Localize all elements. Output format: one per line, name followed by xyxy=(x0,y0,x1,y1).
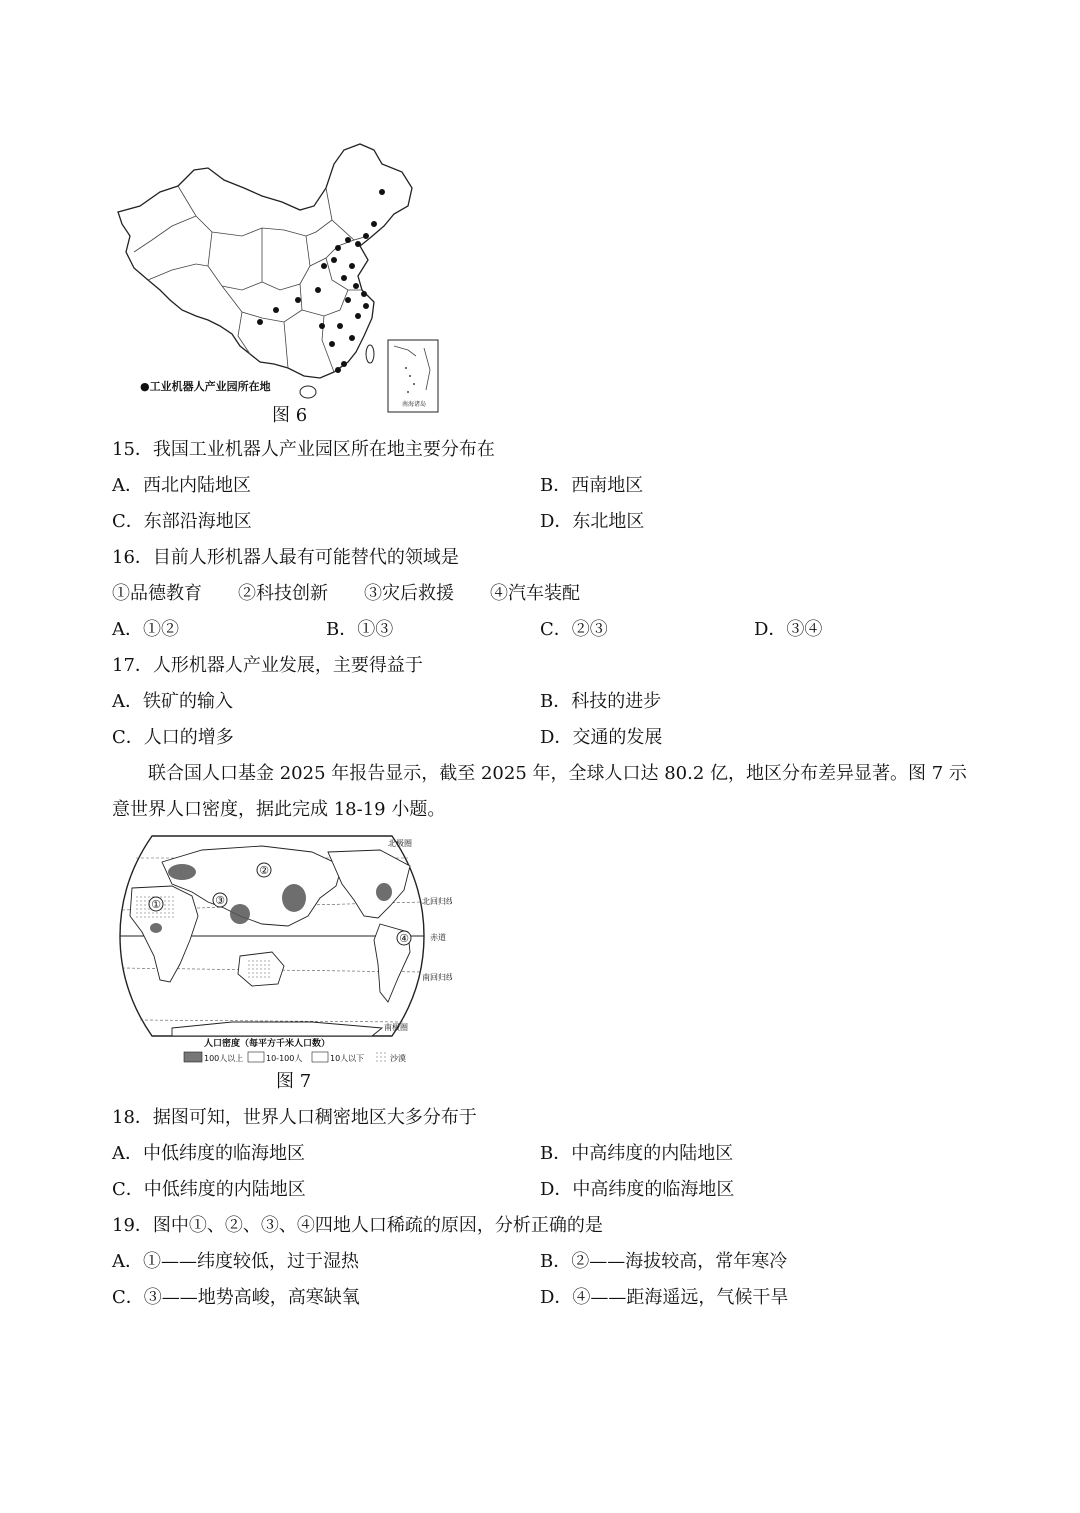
label-tropic-capricorn: 南回归线 xyxy=(422,973,452,982)
legend-swatch-sparse xyxy=(312,1052,328,1062)
marker-2: ② xyxy=(259,864,269,877)
q17-option-c[interactable]: C．人口的增多 xyxy=(112,727,234,748)
q18-stem: 18．据图可知，世界人口稠密地区大多分布于 xyxy=(112,1107,477,1128)
q18-option-d[interactable]: D．中高纬度的临海地区 xyxy=(540,1179,735,1200)
q15-stem: 15．我国工业机器人产业园区所在地主要分布在 xyxy=(112,439,495,460)
q15-option-b[interactable]: B．西南地区 xyxy=(540,475,644,496)
q17-option-d[interactable]: D．交通的发展 xyxy=(540,727,663,748)
marker-4: ④ xyxy=(399,932,409,945)
q17-option-b[interactable]: B．科技的进步 xyxy=(540,691,662,712)
label-tropic-cancer: 北回归线 xyxy=(422,897,452,906)
q15-option-d[interactable]: D．东北地区 xyxy=(540,511,645,532)
q16-option-d[interactable]: D．③④ xyxy=(754,619,823,640)
inset-label: 南海诸岛 xyxy=(401,401,427,408)
q18-option-b[interactable]: B．中高纬度的内陆地区 xyxy=(540,1143,734,1164)
q16-item-4: ④汽车装配 xyxy=(490,583,580,604)
q17-stem: 17．人形机器人产业发展，主要得益于 xyxy=(112,655,423,676)
q19-stem: 19．图中①、②、③、④四地人口稀疏的原因，分析正确的是 xyxy=(112,1215,603,1236)
fig6-caption: 图 6 xyxy=(272,405,308,426)
label-antarctic: 南极圈 xyxy=(384,1023,408,1032)
label-arctic: 北极圈 xyxy=(388,839,412,848)
world-map xyxy=(112,832,452,1068)
china-outline xyxy=(118,144,412,378)
q18-option-c[interactable]: C．中低纬度的内陆地区 xyxy=(112,1179,306,1200)
legend-swatch-desert xyxy=(374,1052,388,1062)
legend-dense: 100人以上 xyxy=(204,1054,244,1063)
desert-australia xyxy=(248,960,272,978)
fig6-legend: ●工业机器人产业园所在地 xyxy=(140,380,271,393)
q18-option-a[interactable]: A．中低纬度的临海地区 xyxy=(112,1143,305,1164)
figure-7 xyxy=(112,832,452,1068)
legend-medium: 10-100人 xyxy=(266,1054,303,1063)
q16-item-3: ③灾后救援 xyxy=(364,583,454,604)
hainan-island xyxy=(300,386,316,398)
q15-option-a[interactable]: A．西北内陆地区 xyxy=(112,475,251,496)
legend-desert: 沙漠 xyxy=(390,1054,406,1063)
q19-option-a[interactable]: A．①——纬度较低，过于湿热 xyxy=(112,1251,359,1272)
dense-south-asia xyxy=(230,904,250,924)
q19-option-c[interactable]: C．③——地势高峻，高寒缺氧 xyxy=(112,1287,360,1308)
fig7-caption: 图 7 xyxy=(276,1071,312,1092)
q16-item-2: ②科技创新 xyxy=(238,583,328,604)
q16-stem: 16．目前人形机器人最有可能替代的领域是 xyxy=(112,547,459,568)
label-equator: 赤道 xyxy=(430,933,446,942)
q16-option-c[interactable]: C．②③ xyxy=(540,619,608,640)
q16-option-b[interactable]: B．①③ xyxy=(326,619,394,640)
q19-option-b[interactable]: B．②——海拔较高，常年寒冷 xyxy=(540,1251,788,1272)
legend-swatch-medium xyxy=(248,1052,264,1062)
legend-title: 人口密度（每平方千米人口数） xyxy=(204,1039,331,1049)
q16-option-a[interactable]: A．①② xyxy=(112,619,179,640)
q19-option-d[interactable]: D．④——距海遥远，气候干旱 xyxy=(540,1287,789,1308)
dense-east-asia xyxy=(282,884,306,912)
figure-6 xyxy=(112,140,452,416)
q15-option-c[interactable]: C．东部沿海地区 xyxy=(112,511,252,532)
q17-option-a[interactable]: A．铁矿的输入 xyxy=(112,691,233,712)
legend-swatch-dense xyxy=(184,1052,202,1062)
passage: 联合国人口基金 2025 年报告显示，截至 2025 年，全球人口达 80.2 亿，地区分布差异显著。图 7 示意世界人口密度，据此完成 18-19 小题。 xyxy=(112,763,967,820)
taiwan-island xyxy=(366,345,374,363)
dense-east-us xyxy=(376,883,392,901)
marker-1: ① xyxy=(151,898,161,911)
legend-sparse: 10人以下 xyxy=(330,1054,365,1063)
dense-europe xyxy=(168,864,196,880)
marker-3: ③ xyxy=(215,894,225,907)
robot-park-dots xyxy=(257,189,385,373)
q16-item-1: ①品德教育 xyxy=(112,583,202,604)
dense-west-africa xyxy=(150,923,162,933)
china-map xyxy=(112,140,452,416)
